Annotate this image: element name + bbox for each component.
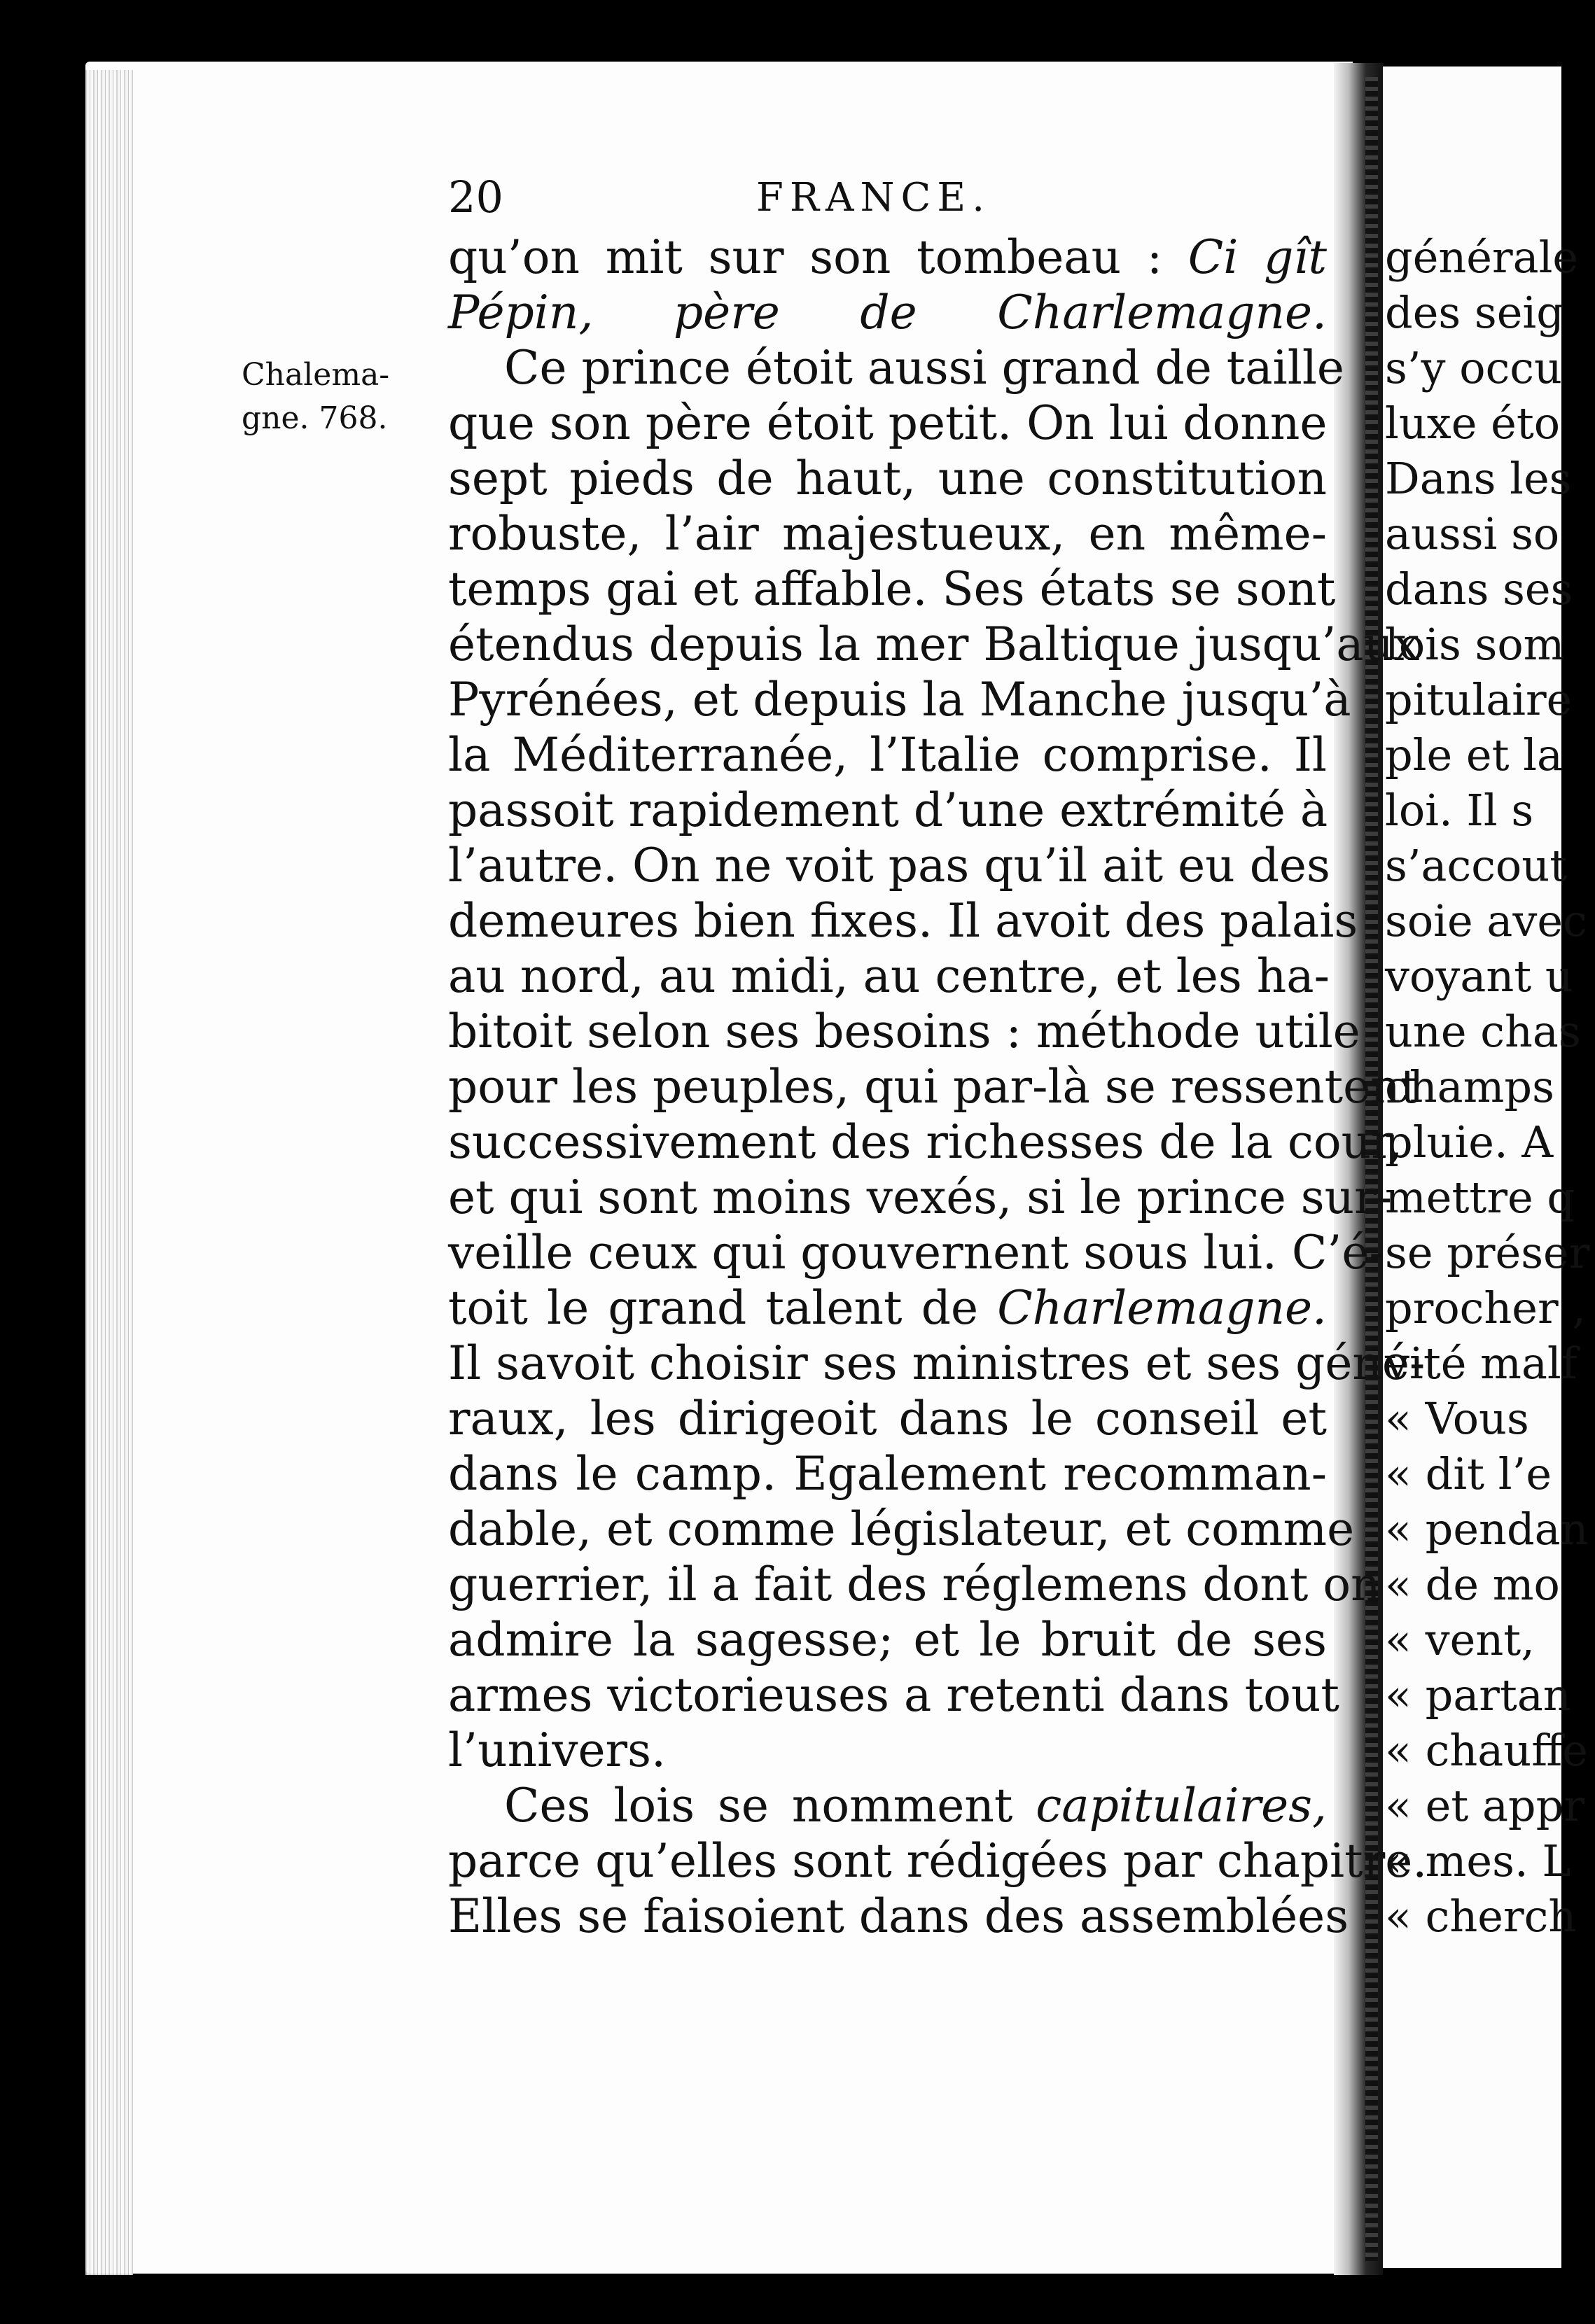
text-line <box>448 1170 1393 1225</box>
facing-page-line: « chauffe <box>1385 1725 1588 1776</box>
text-line-italic: Charlemagne. <box>997 1281 1327 1335</box>
text-line-roman: robuste, l’air majestueux, en même- <box>448 507 1327 561</box>
facing-page-line: lois som <box>1385 619 1565 670</box>
text-line-roman: raux, les dirigeoit dans le conseil et <box>448 1392 1327 1446</box>
text-line <box>448 1833 1428 1889</box>
text-line-italic: capitulaires, <box>1036 1779 1327 1833</box>
text-line <box>448 1446 1327 1502</box>
facing-page-line: mettre q <box>1385 1172 1575 1223</box>
text-line <box>448 1225 1385 1280</box>
text-line <box>448 1502 1355 1557</box>
text-line-roman: bitoit selon ses besoins : méthode utile <box>448 1004 1360 1058</box>
text-line-italic: Pépin, père de Charlemagne. <box>448 286 1327 340</box>
text-line <box>448 1612 1327 1667</box>
text-line-roman: l’autre. On ne voit pas qu’il ait eu des <box>448 839 1330 892</box>
text-line <box>448 1557 1381 1612</box>
text-line-roman: toit le grand talent de <box>448 1281 998 1335</box>
text-line-roman: dable, et comme législateur, et comme <box>448 1502 1355 1556</box>
facing-page-line: s’y occu <box>1385 342 1562 393</box>
text-line <box>448 1391 1327 1446</box>
facing-page-line: une chas <box>1385 1006 1581 1057</box>
text-line-roman: pour les peuples, qui par-là se ressentent <box>448 1060 1419 1114</box>
text-line-roman: Elles se faisoient dans des assemblées <box>448 1889 1349 1943</box>
text-line-roman: armes victorieuses a retenti dans tout <box>448 1668 1339 1722</box>
text-line <box>448 727 1327 783</box>
text-line-roman: parce qu’elles sont rédigées par chapitre. <box>448 1834 1428 1888</box>
text-line <box>448 1004 1360 1059</box>
right-page-body <box>1385 230 1595 1944</box>
text-line <box>448 1336 1426 1391</box>
facing-page-line: « partan <box>1385 1670 1571 1721</box>
margin-note <box>242 354 452 440</box>
facing-page-line: soie avec <box>1385 895 1587 946</box>
facing-page-line: champs <box>1385 1061 1554 1112</box>
text-line-roman: guerrier, il a fait des réglemens dont on <box>448 1558 1381 1611</box>
text-line-roman: Pyrénées, et depuis la Manche jusqu’à <box>448 673 1351 727</box>
facing-page-line: « et appr <box>1385 1780 1584 1831</box>
text-line <box>448 230 1327 285</box>
text-line-roman: Ces lois se nomment <box>504 1779 1036 1833</box>
page-number: 20 <box>448 172 503 223</box>
text-line <box>448 506 1327 561</box>
facing-page-line: ple et la <box>1385 729 1563 780</box>
text-line-roman: l’univers. <box>448 1723 666 1777</box>
text-line <box>448 783 1327 838</box>
text-line-roman: étendus depuis la mer Baltique jusqu’aux <box>448 617 1420 671</box>
text-line <box>448 617 1420 672</box>
text-line <box>448 285 1327 340</box>
facing-page-line: pluie. A <box>1385 1116 1554 1168</box>
text-line <box>448 1114 1403 1170</box>
text-line-roman: demeures bien fixes. Il avoit des palais <box>448 894 1358 948</box>
text-line <box>448 396 1327 451</box>
text-line-roman: la Méditerranée, l’Italie comprise. Il <box>448 728 1327 782</box>
text-line <box>448 838 1330 893</box>
text-line <box>448 1059 1419 1114</box>
text-line-roman: qu’on mit sur son tombeau : <box>448 230 1188 284</box>
facing-page-line: « cherch <box>1385 1891 1577 1942</box>
text-line-roman: Il savoit choisir ses ministres et ses géné- <box>448 1336 1426 1390</box>
text-line <box>448 1778 1327 1833</box>
gutter-shadow <box>1365 77 1378 2261</box>
facing-page-line: des seig <box>1385 287 1564 338</box>
text-line <box>448 948 1330 1004</box>
margin-note-line: gne. 768. <box>242 400 388 436</box>
text-line-roman: admire la sagesse; et le bruit de ses <box>448 1613 1327 1667</box>
facing-page-line: « Vous <box>1385 1393 1529 1444</box>
text-line-italic: Ci gît <box>1187 230 1328 284</box>
facing-page-line: vité malf <box>1385 1338 1577 1389</box>
text-line <box>448 672 1351 727</box>
facing-page-line: se préser <box>1385 1227 1590 1278</box>
text-line-roman: successivement des richesses de la cour, <box>448 1115 1403 1169</box>
facing-page-line: voyant u <box>1385 951 1573 1002</box>
text-line <box>448 1889 1349 1944</box>
facing-page-line: luxe éto <box>1385 398 1561 449</box>
facing-page-line: « pendan <box>1385 1504 1589 1555</box>
facing-page-line: « mes. L <box>1385 1835 1571 1886</box>
facing-page-line: « de mo <box>1385 1559 1560 1610</box>
facing-page-line: Dans les <box>1385 453 1572 504</box>
text-line-roman: au nord, au midi, au centre, et les ha- <box>448 949 1330 1003</box>
facing-page-line: s’accout <box>1385 840 1568 891</box>
facing-page-line: « dit l’e <box>1385 1448 1552 1499</box>
margin-note-line: Chalema- <box>242 357 390 393</box>
running-title: FRANCE. <box>756 175 991 220</box>
text-line <box>448 1723 1327 1778</box>
facing-page-line: pitulaire <box>1385 674 1573 725</box>
text-line-roman: veille ceux qui gouvernent sous lui. C’é- <box>448 1226 1385 1280</box>
page-edges <box>85 70 133 2275</box>
text-line <box>448 1667 1339 1723</box>
text-line-roman: sept pieds de haut, une constitution <box>448 451 1327 505</box>
left-page-body <box>448 230 1428 1944</box>
facing-page-line: dans ses <box>1385 564 1573 615</box>
text-line <box>448 561 1336 617</box>
text-line <box>448 451 1327 506</box>
text-line-roman: Ce prince étoit aussi grand de taille <box>504 341 1344 395</box>
text-line-roman: et qui sont moins vexés, si le prince sur- <box>448 1170 1393 1224</box>
text-line-roman: dans le camp. Egalement recomman- <box>448 1447 1327 1501</box>
text-line-roman: temps gai et affable. Ses états se sont <box>448 562 1336 616</box>
text-line-roman: passoit rapidement d’une extrémité à <box>448 783 1328 837</box>
text-line <box>448 340 1344 396</box>
text-line-roman: que son père étoit petit. On lui donne <box>448 396 1328 450</box>
facing-page-line: procher , <box>1385 1282 1587 1334</box>
text-line <box>448 893 1358 948</box>
facing-page-line: « vent, <box>1385 1614 1535 1665</box>
facing-page-line: générale <box>1385 232 1579 283</box>
facing-page-line: aussi so <box>1385 508 1560 559</box>
facing-page-line: loi. Il s <box>1385 785 1534 836</box>
text-line <box>448 1280 1327 1336</box>
